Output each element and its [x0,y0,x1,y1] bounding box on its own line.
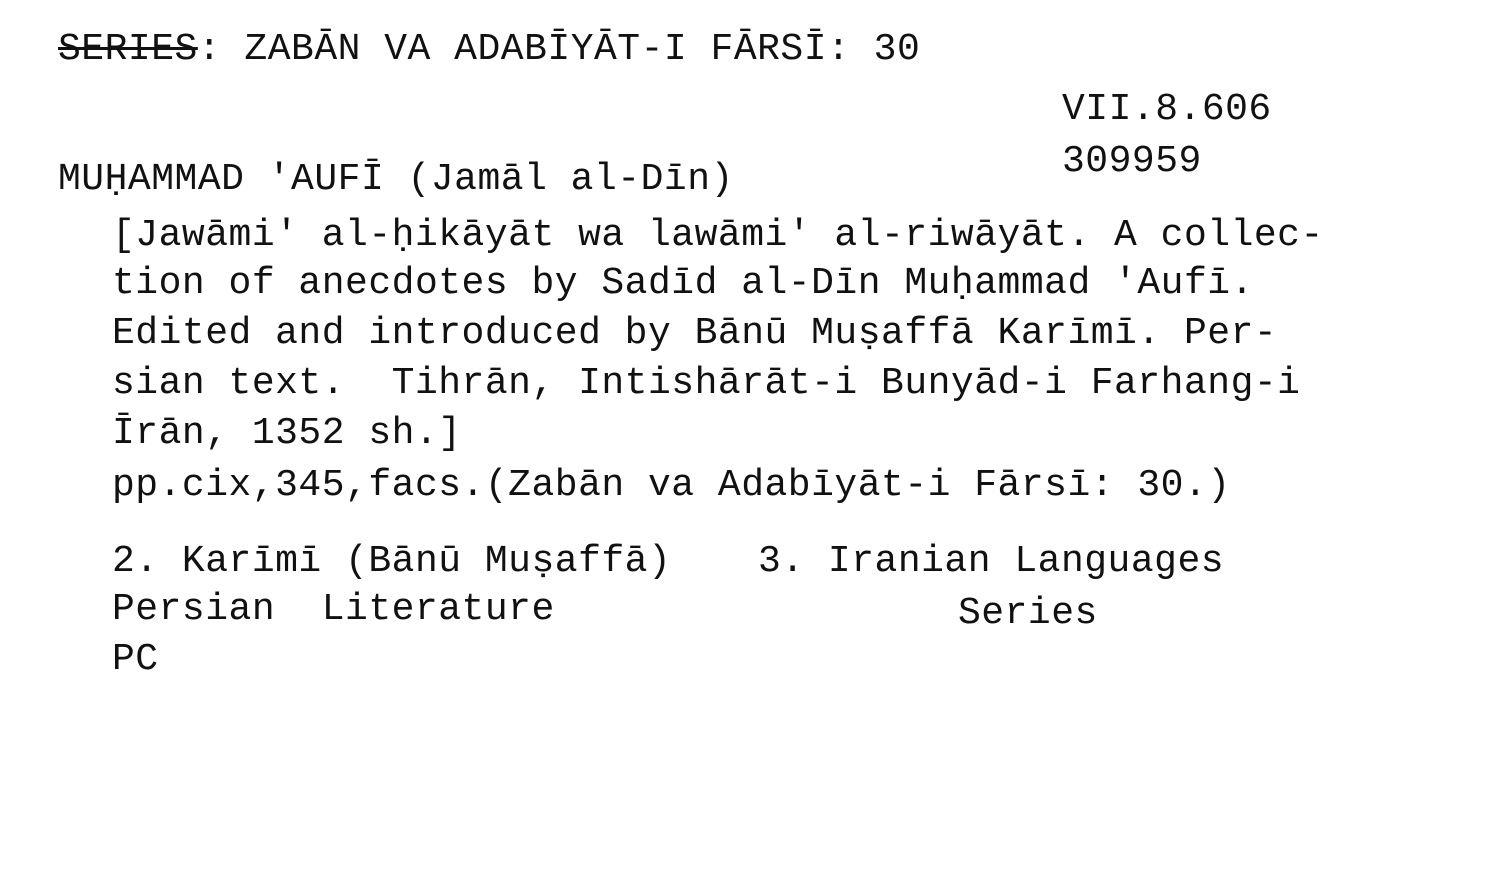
series-tracing: Series [958,592,1098,635]
title-line-5: Īrān, 1352 sh.] [112,412,462,455]
title-line-4: sian text. Tihrān, Intishārāt-i Bunyād-i Farhang-i [112,362,1301,405]
cataloger-initials: PC [112,638,159,681]
title-line-2: tion of anecdotes by Sadīd al-Dīn Muḥammad 'Aufī. [112,262,1254,305]
collation: pp.cix,345,facs.(Zabān va Adabīyāt-i Fārsī: 30.) [112,464,1231,507]
call-number-line-1: VII.8.606 [1062,88,1272,131]
struck-series-label: SERIES [58,28,198,71]
tracing-item-2: 2. Karīmī (Bānū Muṣaffā) [112,540,672,583]
series-title: : ZABĀN VA ADABĪYĀT-I FĀRSĪ: 30 [197,28,921,71]
title-line-1: [Jawāmi' al-ḥikāyāt wa lawāmi' al-riwāyāt. A collec- [112,214,1324,257]
title-line-3: Edited and introduced by Bānū Muṣaffā Karīmī. Per- [112,312,1278,355]
series-header [58,28,920,72]
subject-tracing: Persian Literature [112,588,555,631]
tracing-item-3: 3. Iranian Languages [758,540,1225,583]
author-heading: MUḤAMMAD 'AUFĪ (Jamāl al-Dīn) [58,158,734,201]
call-number-line-2: 309959 [1062,140,1202,183]
